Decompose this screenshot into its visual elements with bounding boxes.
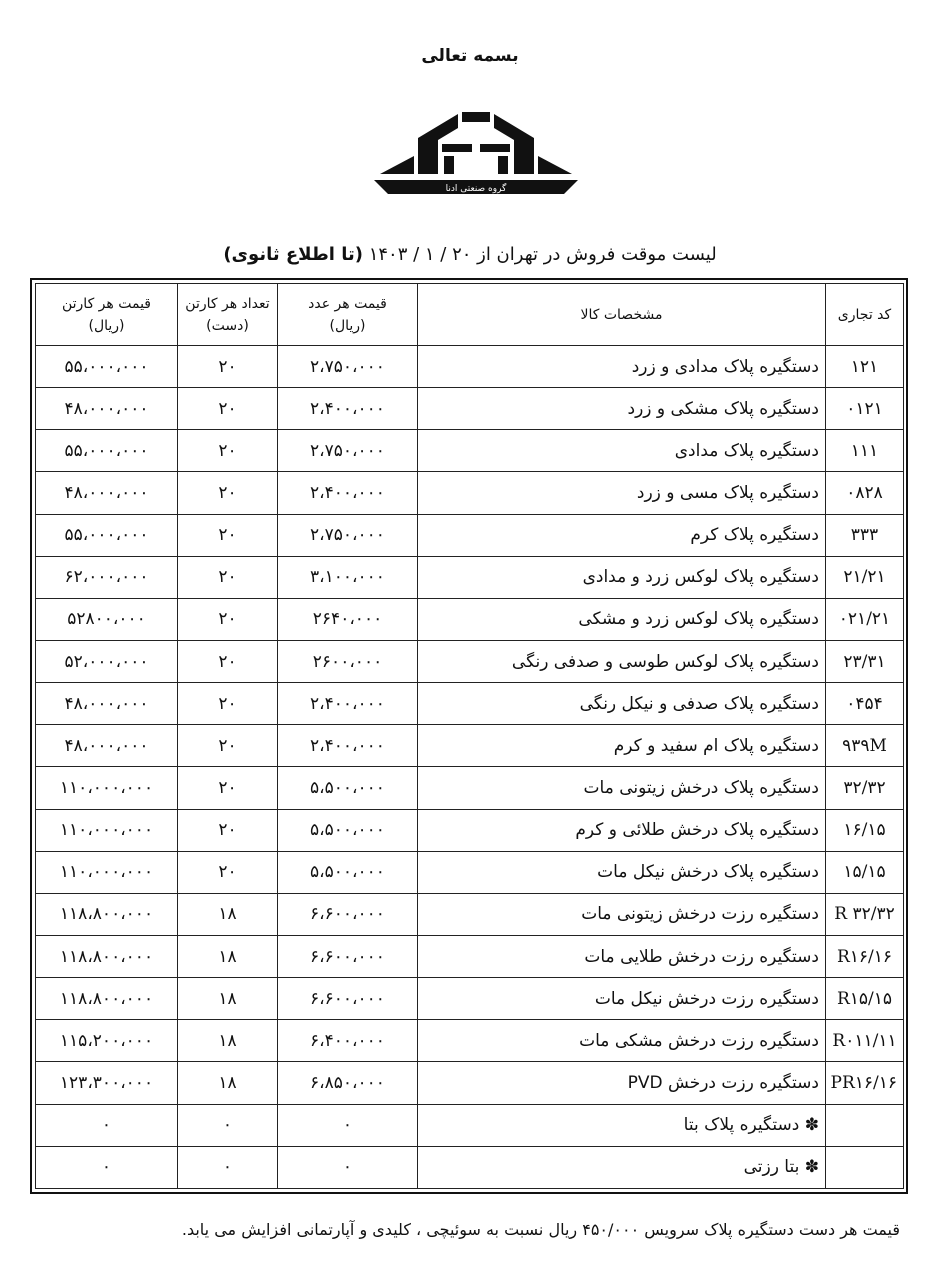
cell-code: ۳۲/۳۲: [826, 767, 904, 809]
cell-count: ۲۰: [178, 472, 278, 514]
cell-carton-price: ۵۵،۰۰۰،۰۰۰: [36, 514, 178, 556]
cell-carton-price: ۱۱۵،۲۰۰،۰۰۰: [36, 1020, 178, 1062]
table-row: [36, 1104, 904, 1146]
cell-carton-price: ۱۱۰،۰۰۰،۰۰۰: [36, 851, 178, 893]
cell-carton-price: ۱۱۰،۰۰۰،۰۰۰: [36, 809, 178, 851]
cell-unit-price: ۶،۶۰۰،۰۰۰: [278, 978, 418, 1020]
table-row: [36, 346, 904, 388]
cell-count: ۱۸: [178, 978, 278, 1020]
header-carton-price-label: قیمت هر کارتن: [61, 295, 151, 312]
cell-carton-price: ۴۸،۰۰۰،۰۰۰: [36, 725, 178, 767]
table-row: [36, 514, 904, 556]
cell-carton-price: ۰: [36, 1146, 178, 1188]
cell-count: ۲۰: [178, 809, 278, 851]
cell-count: ۲۰: [178, 556, 278, 598]
cell-code: ۰۸۲۸: [826, 472, 904, 514]
header-carton-price-unit: (ریال): [88, 317, 125, 334]
cell-desc: دستگیره پلاک ام سفید و کرم: [418, 725, 826, 767]
cell-desc: ✽ بتا رزتی: [418, 1146, 826, 1188]
cell-unit-price: ۶،۶۰۰،۰۰۰: [278, 935, 418, 977]
header-unit-price: [278, 284, 418, 346]
cell-code: R۰۱۱/۱۱: [826, 1020, 904, 1062]
cell-count: ۲۰: [178, 430, 278, 472]
cell-count: ۲۰: [178, 767, 278, 809]
cell-unit-price: ۲،۷۵۰،۰۰۰: [278, 514, 418, 556]
footer-note: قیمت هر دست دستگیره پلاک سرویس ۴۵۰/۰۰۰ ریال نسبت به سوئیچی ، کلیدی و آپارتمانی افزایش می یابد.: [181, 1220, 900, 1239]
cell-unit-price: ۰: [278, 1104, 418, 1146]
cell-code: R۱۵/۱۵: [826, 978, 904, 1020]
cell-count: ۱۸: [178, 935, 278, 977]
table-row: [36, 1062, 904, 1104]
cell-unit-price: ۲،۴۰۰،۰۰۰: [278, 725, 418, 767]
cell-code: ۱۶/۱۵: [826, 809, 904, 851]
cell-code: ۱۲۱: [826, 346, 904, 388]
cell-code: ۹۳۹M: [826, 725, 904, 767]
cell-unit-price: ۵،۵۰۰،۰۰۰: [278, 809, 418, 851]
price-table-frame: [30, 278, 908, 1194]
table-row: [36, 683, 904, 725]
header-unit-price-unit: (ریال): [329, 317, 366, 334]
cell-count: ۲۰: [178, 725, 278, 767]
cell-unit-price: ۲،۷۵۰،۰۰۰: [278, 346, 418, 388]
cell-carton-price: ۵۲۸۰۰،۰۰۰: [36, 598, 178, 640]
table-row: [36, 598, 904, 640]
cell-unit-price: ۳،۱۰۰،۰۰۰: [278, 556, 418, 598]
cell-code: R ۳۲/۳۲: [826, 893, 904, 935]
cell-unit-price: ۶،۴۰۰،۰۰۰: [278, 1020, 418, 1062]
table-row: [36, 472, 904, 514]
cell-desc: دستگیره پلاک درخش طلائی و کرم: [418, 809, 826, 851]
cell-unit-price: ۲،۴۰۰،۰۰۰: [278, 388, 418, 430]
cell-code: ۲۳/۳۱: [826, 640, 904, 682]
cell-desc: دستگیره پلاک مشکی و زرد: [418, 388, 826, 430]
table-row: [36, 767, 904, 809]
cell-unit-price: ۶،۶۰۰،۰۰۰: [278, 893, 418, 935]
table-row: [36, 430, 904, 472]
title-suffix: (تا اطلاع ثانوی): [223, 244, 363, 265]
cell-count: ۰: [178, 1104, 278, 1146]
cell-code: ۰۲۱/۲۱: [826, 598, 904, 640]
cell-code: [826, 1146, 904, 1188]
cell-code: PR۱۶/۱۶: [826, 1062, 904, 1104]
table-row: [36, 640, 904, 682]
cell-code: ۰۱۲۱: [826, 388, 904, 430]
cell-desc: دستگیره پلاک مدادی: [418, 430, 826, 472]
table-header-row: [36, 284, 904, 346]
cell-carton-price: ۶۲،۰۰۰،۰۰۰: [36, 556, 178, 598]
cell-code: ۱۱۱: [826, 430, 904, 472]
cell-count: ۱۸: [178, 1062, 278, 1104]
price-list-title: [0, 244, 940, 265]
table-row: [36, 725, 904, 767]
cell-unit-price: ۵،۵۰۰،۰۰۰: [278, 767, 418, 809]
cell-unit-price: ۲۶۰۰،۰۰۰: [278, 640, 418, 682]
cell-desc: دستگیره رزت درخش مشکی مات: [418, 1020, 826, 1062]
cell-unit-price: ۲،۷۵۰،۰۰۰: [278, 430, 418, 472]
company-logo: [374, 108, 578, 200]
cell-desc: دستگیره پلاک کرم: [418, 514, 826, 556]
cell-desc: ✽ دستگیره پلاک بتا: [418, 1104, 826, 1146]
cell-unit-price: ۶،۸۵۰،۰۰۰: [278, 1062, 418, 1104]
cell-code: ۰۴۵۴: [826, 683, 904, 725]
cell-count: ۲۰: [178, 683, 278, 725]
cell-desc: دستگیره پلاک درخش نیکل مات: [418, 851, 826, 893]
cell-carton-price: ۱۱۰،۰۰۰،۰۰۰: [36, 767, 178, 809]
cell-desc: دستگیره پلاک مدادی و زرد: [418, 346, 826, 388]
header-count-label: تعداد هر کارتن: [185, 295, 270, 312]
cell-desc: دستگیره رزت درخش نیکل مات: [418, 978, 826, 1020]
cell-code: ۱۵/۱۵: [826, 851, 904, 893]
cell-count: ۲۰: [178, 388, 278, 430]
cell-unit-price: ۵،۵۰۰،۰۰۰: [278, 851, 418, 893]
cell-count: ۰: [178, 1146, 278, 1188]
logo-text: گروه صنعتی ادنا: [445, 184, 507, 194]
header-unit-price-label: قیمت هر عدد: [308, 295, 387, 312]
cell-desc: دستگیره پلاک صدفی و نیکل رنگی: [418, 683, 826, 725]
table-row: [36, 388, 904, 430]
cell-count: ۲۰: [178, 851, 278, 893]
cell-unit-price: ۰: [278, 1146, 418, 1188]
cell-code: R۱۶/۱۶: [826, 935, 904, 977]
table-row: [36, 851, 904, 893]
header-blessing: بسمه تعالی: [421, 46, 519, 66]
cell-desc: دستگیره پلاک لوکس زرد و مدادی: [418, 556, 826, 598]
cell-desc: دستگیره پلاک لوکس زرد و مشکی: [418, 598, 826, 640]
table-row: [36, 809, 904, 851]
cell-count: ۲۰: [178, 514, 278, 556]
cell-count: ۲۰: [178, 598, 278, 640]
cell-desc: دستگیره پلاک درخش زیتونی مات: [418, 767, 826, 809]
table-row: [36, 556, 904, 598]
header-code: کد تجاری: [826, 284, 904, 346]
header-count-unit: (دست): [206, 317, 249, 334]
table-row: [36, 978, 904, 1020]
cell-carton-price: ۴۸،۰۰۰،۰۰۰: [36, 472, 178, 514]
cell-carton-price: ۵۲،۰۰۰،۰۰۰: [36, 640, 178, 682]
cell-carton-price: ۱۱۸،۸۰۰،۰۰۰: [36, 935, 178, 977]
cell-desc: دستگیره رزت درخش زیتونی مات: [418, 893, 826, 935]
price-table: [35, 283, 904, 1189]
table-row: [36, 1020, 904, 1062]
table-row: [36, 893, 904, 935]
cell-desc: دستگیره رزت درخش PVD: [418, 1062, 826, 1104]
cell-count: ۱۸: [178, 893, 278, 935]
header-carton-price: [36, 284, 178, 346]
cell-desc: دستگیره پلاک مسی و زرد: [418, 472, 826, 514]
cell-carton-price: ۱۱۸،۸۰۰،۰۰۰: [36, 893, 178, 935]
cell-desc: دستگیره رزت درخش طلایی مات: [418, 935, 826, 977]
cell-unit-price: ۲۶۴۰،۰۰۰: [278, 598, 418, 640]
cell-count: ۲۰: [178, 640, 278, 682]
table-row: [36, 1146, 904, 1188]
cell-carton-price: ۵۵،۰۰۰،۰۰۰: [36, 430, 178, 472]
header-desc: مشخصات کالا: [418, 284, 826, 346]
cell-carton-price: ۴۸،۰۰۰،۰۰۰: [36, 388, 178, 430]
title-prefix: لیست موقت فروش در تهران از ۲۰ / ۱ / ۱۴۰۳: [368, 244, 717, 265]
cell-code: ۳۳۳: [826, 514, 904, 556]
header-count: [178, 284, 278, 346]
cell-carton-price: ۱۱۸،۸۰۰،۰۰۰: [36, 978, 178, 1020]
cell-count: ۱۸: [178, 1020, 278, 1062]
table-row: [36, 935, 904, 977]
cell-code: [826, 1104, 904, 1146]
cell-code: ۲۱/۲۱: [826, 556, 904, 598]
cell-carton-price: ۱۲۳،۳۰۰،۰۰۰: [36, 1062, 178, 1104]
cell-desc: دستگیره پلاک لوکس طوسی و صدفی رنگی: [418, 640, 826, 682]
cell-carton-price: ۴۸،۰۰۰،۰۰۰: [36, 683, 178, 725]
cell-unit-price: ۲،۴۰۰،۰۰۰: [278, 472, 418, 514]
cell-carton-price: ۰: [36, 1104, 178, 1146]
cell-unit-price: ۲،۴۰۰،۰۰۰: [278, 683, 418, 725]
cell-carton-price: ۵۵،۰۰۰،۰۰۰: [36, 346, 178, 388]
cell-count: ۲۰: [178, 346, 278, 388]
